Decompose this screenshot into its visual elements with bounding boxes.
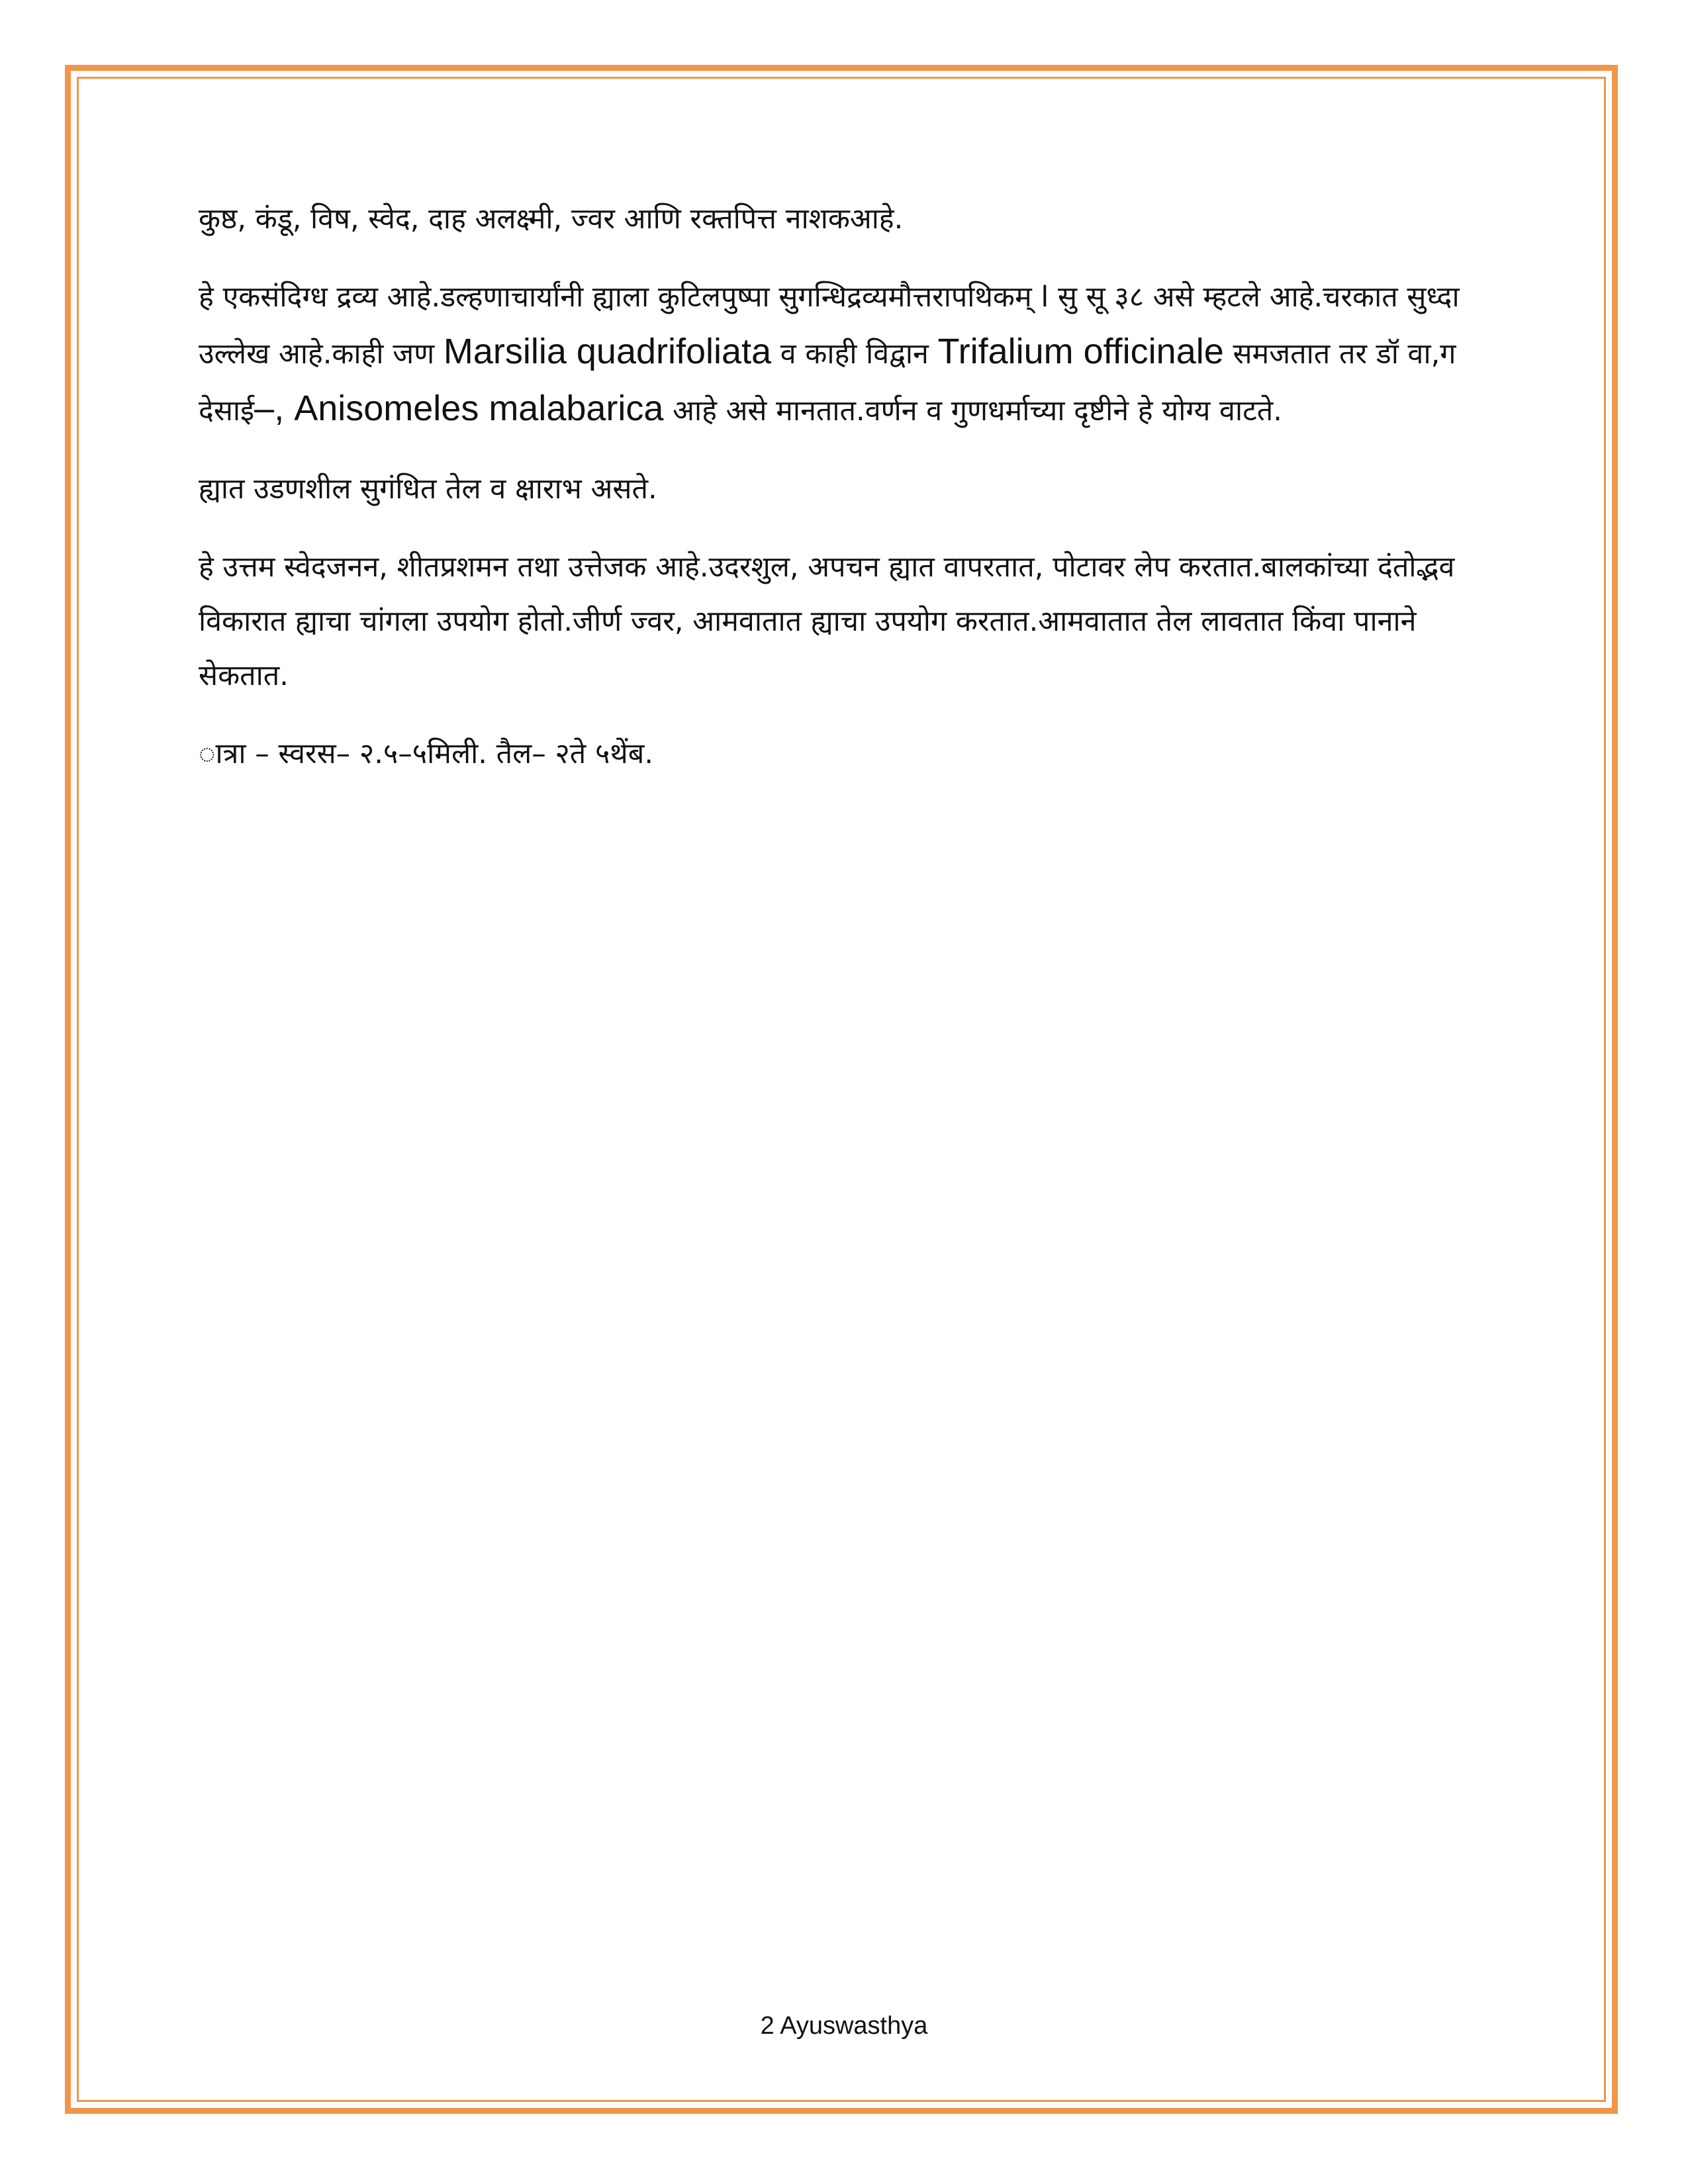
- paragraph-identification: [199, 270, 1496, 438]
- page-footer: 2 Ayuswasthya: [760, 2012, 928, 2040]
- botanical-name-anisomeles: –, Anisomeles malabarica: [254, 388, 664, 428]
- paragraph-dosage: ात्रा – स्वरस– २.५–५मिली. तैल– २ते ५थेंब.: [199, 737, 654, 770]
- paragraph-uses: हे उत्तम स्वेदजनन, शीतप्रशमन तथा उत्तेजक आहे.उदरशुल, अपचन ह्यात वापरतात, पोटावर लेप करतात.बालकांच्या दंतोद्भव विकारात ह्याचा चांगला उपयोग होतो.जीर्ण ज्वर, आमवातात ह्याचा उपयोग करतात.आमवातात तेल लावतात किंवा पानाने सेकतात.: [199, 551, 1455, 692]
- paragraph-properties: कुष्ठ, कंडू, विष, स्वेद, दाह अलक्ष्मी, ज्वर आणि रक्तपित्त नाशकआहे.: [199, 203, 904, 236]
- botanical-name-trifalium: Trifalium officinale: [937, 332, 1224, 371]
- botanical-name-marsilia: Marsilia quadrifoliata: [443, 332, 772, 371]
- document-body: [199, 192, 1496, 805]
- paragraph-constituents: ह्यात उडणशील सुगंधित तेल व क्षाराभ असते.: [199, 473, 657, 506]
- paragraph-identification-text-c: समजतात तर डॉ वा,ग देसाई: [199, 338, 1456, 428]
- paragraph-identification-text-a: हे एकसंदिग्ध द्रव्य आहे.डल्हणाचार्यांनी ह्याला कुटिलपुष्पा सुगन्धिद्रव्यमौत्तरापथिकम् l सु सू ३८ असे म्हटले आहे.चरकात सुध्दा उल्लेख आहे.काही जण: [199, 281, 1460, 371]
- paragraph-identification-text-d: आहे असे मानतात.वर्णन व गुणधर्माच्या दृष्टीने हे योग्य वाटते.: [663, 394, 1282, 428]
- paragraph-identification-text-b: व काही विद्वान: [771, 338, 938, 371]
